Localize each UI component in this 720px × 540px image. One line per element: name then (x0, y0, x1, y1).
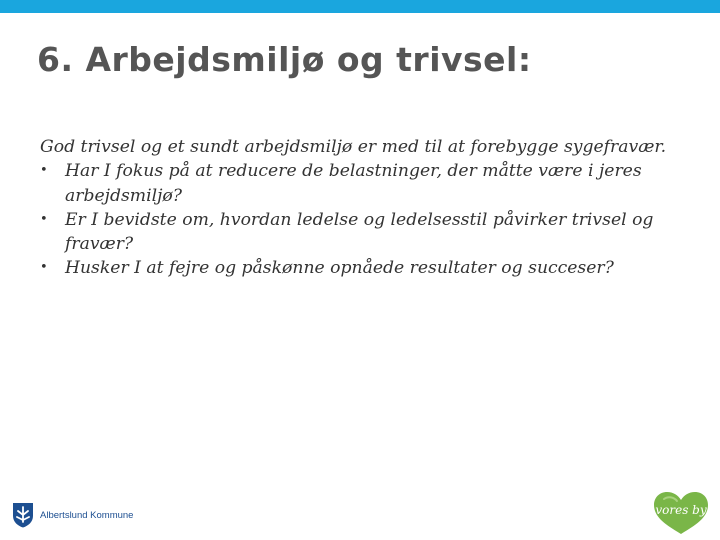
bullet-dot-icon: • (40, 211, 48, 227)
slide-title: 6. Arbejdsmiljø og trivsel: (37, 40, 532, 79)
bullet-text: Har I fokus på at reducere de belastninger, der måtte være i jeres arbejdsmiljø? (65, 161, 642, 206)
slide-body (40, 135, 690, 281)
bullet-list (40, 159, 690, 280)
municipality-name: Albertslund Kommune (40, 509, 134, 521)
bullet-item (40, 159, 690, 208)
bullet-dot-icon: • (40, 260, 48, 276)
albertslund-crest-icon (12, 502, 34, 528)
vores-by-logo (652, 490, 710, 536)
bullet-text: Husker I at fejre og påskønne opnåede resultater og succeser? (65, 258, 614, 279)
bullet-dot-icon: • (40, 163, 48, 179)
bullet-item (40, 256, 690, 280)
intro-text: God trivsel og et sundt arbejdsmiljø er med til at forebygge sygefravær. (40, 137, 667, 157)
municipality-logo (12, 500, 133, 530)
top-accent-bar (0, 0, 720, 13)
brand-text: vores by (655, 503, 707, 517)
bullet-text: Er I bevidste om, hvordan ledelse og ledelsesstil påvirker trivsel og fravær? (65, 209, 654, 255)
bullet-item (40, 208, 690, 257)
